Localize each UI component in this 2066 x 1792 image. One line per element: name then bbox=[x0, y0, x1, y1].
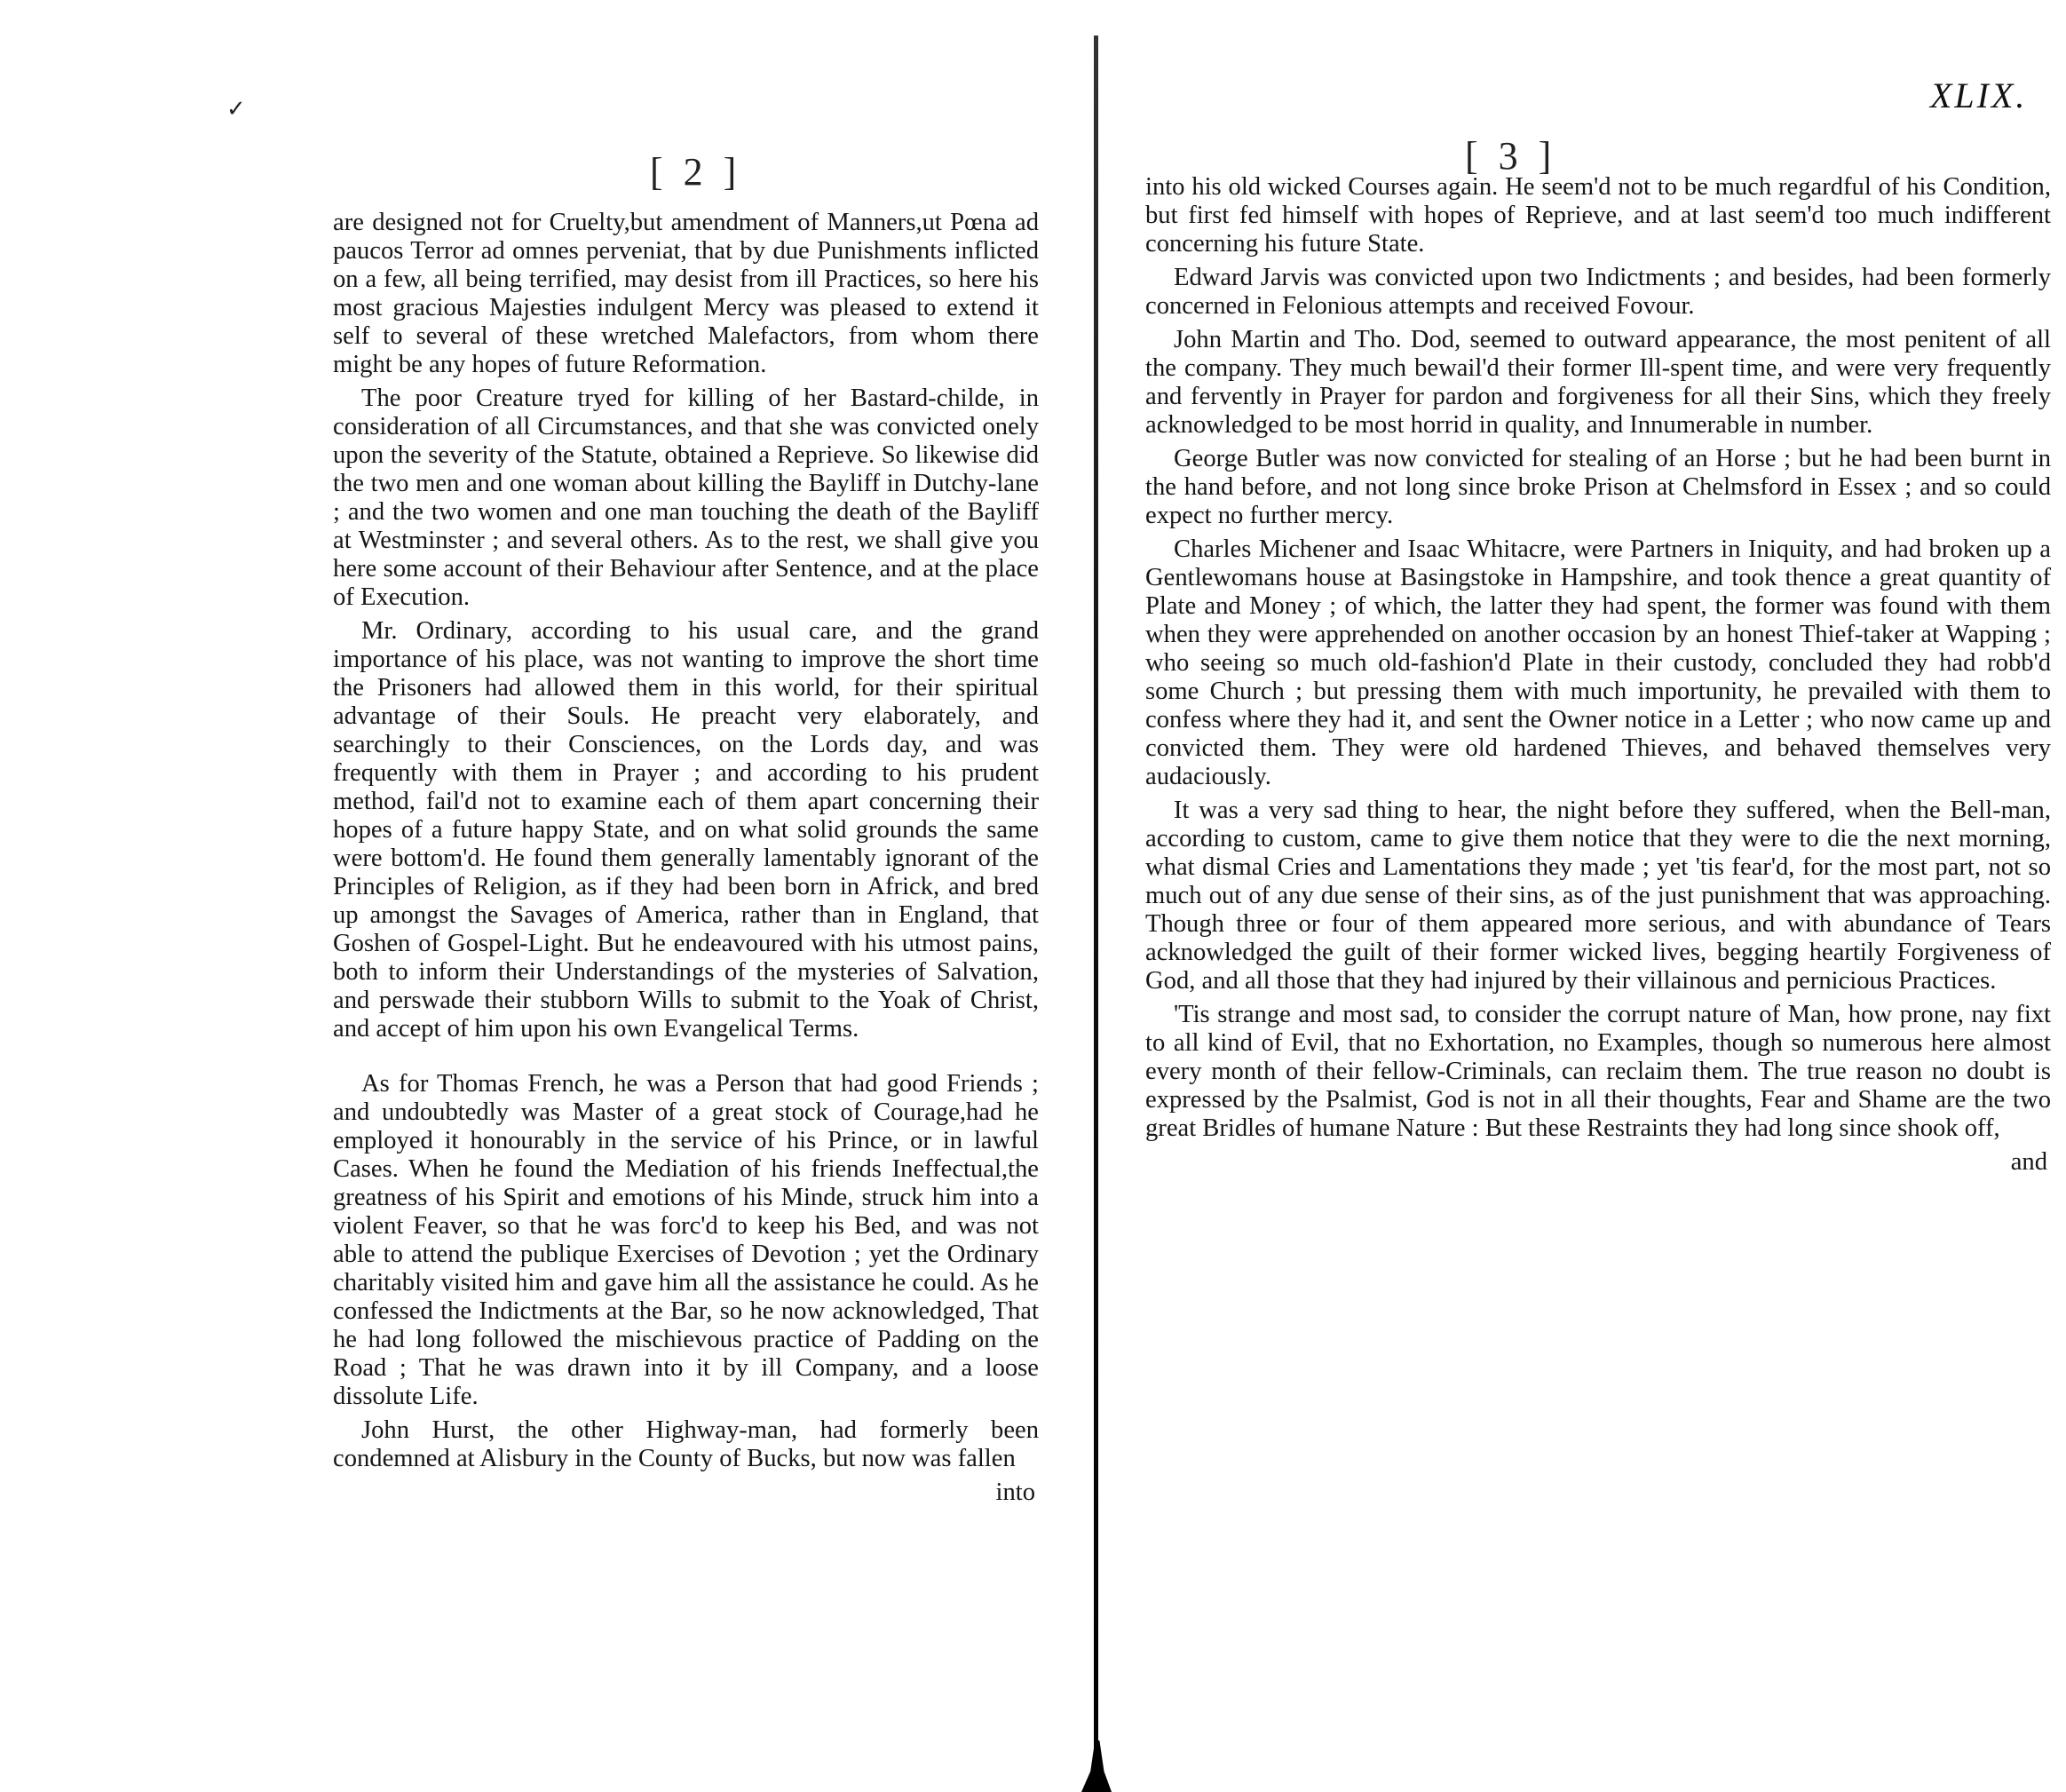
right-paragraph-4: George Butler was now convicted for stealing of an Horse ; but he had been burnt in the hand before, and not long since broke Prison at Chelmsford in Essex ; and so could expect no further mercy. bbox=[1145, 445, 2051, 529]
right-text-column bbox=[1145, 173, 2051, 1177]
right-paragraph-2: Edward Jarvis was convicted upon two Indictments ; and besides, had been formerly concerned in Felonious attempts and received Fovour. bbox=[1145, 264, 2051, 320]
right-page-number: [ 3 ] bbox=[1465, 134, 1557, 178]
right-paragraph-1: into his old wicked Courses again. He seem'd not to be much regardful of his Condition, but first fed himself with hopes of Reprieve, and at last seem'd too much indifferent concerning his future State. bbox=[1145, 173, 2051, 258]
archive-folio-mark: XLIX. bbox=[1930, 75, 2028, 115]
right-catchword: and bbox=[2010, 1148, 2047, 1176]
right-paragraph-5: Charles Michener and Isaac Whitacre, were Partners in Iniquity, and had broken up a Gentlewomans house at Basingstoke in Hampshire, and took thence a great quantity of Plate and Money ; of which, the latter they had spent, the former was found with them when they were apprehended on another occasion by an honest Thief-taker at Wapping ; who seeing so much old-fashion'd Plate in their custody, concluded they had robb'd some Church ; but pressing them with much importunity, he prevailed with them to confess where they had it, and sent the Owner notice in a Letter ; who now came up and convicted them. They were old hardened Thieves, and behaved themselves very audaciously. bbox=[1145, 535, 2051, 790]
left-paragraph-2: The poor Creature tryed for killing of her Bastard-childe, in consideration of all Circumstances, and that she was convicted onely upon the severity of the Statute, obtained a Reprieve. So likewise did the two men and one woman about killing the Bayliff in Dutchy-lane ; and the two women and one man touching the death of the Bayliff at Westminster ; and several others. As to the rest, we shall give you here some account of their Behaviour after Sentence, and at the place of Execution. bbox=[333, 385, 1039, 611]
left-paragraph-1: are designed not for Cruelty,but amendment of Manners,ut Pœna ad paucos Terror ad omnes perveniat, that by due Punishments inflicted on a few, all being terrified, may desist from ill Practices, so here his most gracious Majesties indulgent Mercy was pleased to extend it self to several of these wretched Malefactors, from whom there might be any hopes of future Reformation. bbox=[333, 209, 1039, 378]
right-page bbox=[1101, 0, 2066, 1792]
left-paragraph-5: John Hurst, the other Highway-man, had formerly been condemned at Alisbury in the County of Bucks, but now was fallen bbox=[333, 1416, 1039, 1472]
right-paragraph-6: It was a very sad thing to hear, the night before they suffered, when the Bell-man, according to custom, came to give them notice that they were to die the next morning, what dismal Cries and Lamentations they made ; yet 'tis fear'd, for the most part, not so much out of any due sense of their sins, as of the just punishment that was approaching. Though three or four of them appeared more serious, and with abundance of Tears acknowledged the guilt of their former wicked lives, begging heartily Forgiveness of God, and all those that they had injured by their villainous and pernicious Practices. bbox=[1145, 797, 2051, 995]
right-paragraph-3: John Martin and Tho. Dod, seemed to outward appearance, the most penitent of all the company. They much bewail'd their former Ill-spent time, and were very frequently and fervently in Prayer for pardon and forgiveness for all their Sins, which they freely acknowledged to be most horrid in quality, and Innumerable in number. bbox=[1145, 326, 2051, 439]
right-paragraph-7: 'Tis strange and most sad, to consider the corrupt nature of Man, how prone, nay fixt to all kind of Evil, that no Exhortation, no Examples, though so numerous here almost every month of their fellow-Criminals, can reclaim them. The true reason no doubt is expressed by the Psalmist, God is not in all their thoughts, Fear and Shame are the two great Bridles of humane Nature : But these Restraints they had long since shook off, bbox=[1145, 1001, 2051, 1142]
left-text-column bbox=[333, 209, 1039, 1507]
left-page-number: [ 2 ] bbox=[650, 150, 742, 194]
margin-check-mark: ✓ bbox=[226, 96, 246, 123]
left-paragraph-4: As for Thomas French, he was a Person that had good Friends ; and undoubtedly was Master of a great stock of Courage,had he employed it honourably in the service of his Prince, or in lawful Cases. When he found the Mediation of his friends Ineffectual,the greatness of his Spirit and emotions of his Minde, struck him into a violent Feaver, so that he was forc'd to keep his Bed, and was not able to attend the publique Exercises of Devotion ; yet the Ordinary charitably visited him and gave him all the assistance he could. As he confessed the Indictments at the Bar, so he now acknowledged, That he had long followed the mischievous practice of Padding on the Road ; That he was drawn into it by ill Company, and a loose dissolute Life. bbox=[333, 1070, 1039, 1410]
left-catchword: into bbox=[995, 1479, 1035, 1506]
left-paragraph-3: Mr. Ordinary, according to his usual care, and the grand importance of his place, was not wanting to improve the short time the Prisoners had allowed them in this world, for their spiritual advantage of their Souls. He preacht very elaborately, and searchingly to their Consciences, on the Lords day, and was frequently with them in Prayer ; and according to his prudent method, fail'd not to examine each of them apart concerning their hopes of a future happy State, and on what solid grounds the same were bottom'd. He found them generally lamentably ignorant of the Principles of Religion, as if they had been born in Africk, and bred up amongst the Savages of America, rather than in England, that Goshen of Gospel-Light. But he endeavoured with his utmost pains, both to inform their Understandings of the mysteries of Salvation, and perswade their stubborn Wills to submit to the Yoak of Christ, and accept of him upon his own Evangelical Terms. bbox=[333, 617, 1039, 1043]
